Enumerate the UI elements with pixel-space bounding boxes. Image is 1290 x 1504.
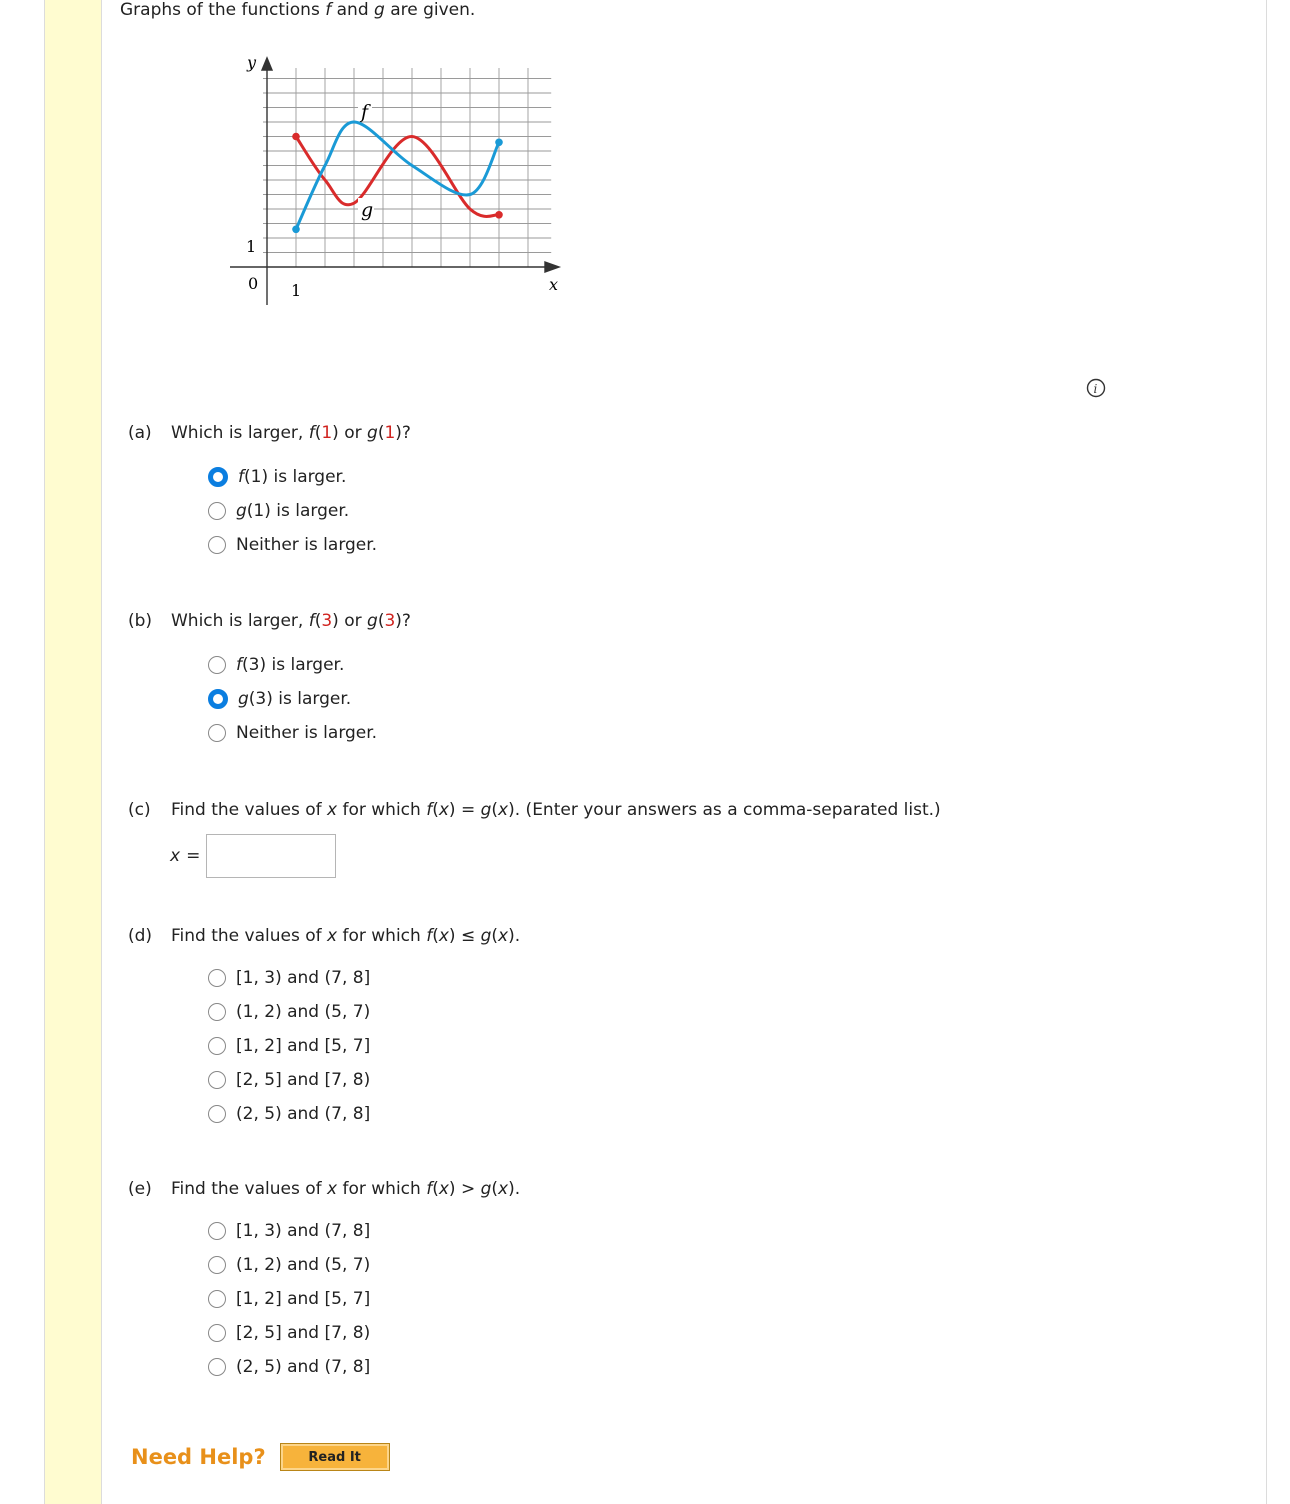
f-curve [296, 136, 499, 216]
y-axis-label: y [247, 53, 257, 72]
option-a-3[interactable]: Neither is larger. [208, 528, 1228, 562]
part-b [128, 610, 1228, 750]
x-tick-1: 1 [291, 281, 302, 300]
radio[interactable] [208, 1256, 226, 1274]
need-help-label: Need Help? [131, 1445, 266, 1469]
y-axis-arrow [262, 58, 272, 70]
part-e [128, 1178, 1228, 1384]
answer-row [170, 834, 336, 878]
radio[interactable] [208, 1071, 226, 1089]
part-a-question: (a) Which is larger, f(1) or g(1)? [128, 423, 411, 443]
origin-label: 0 [248, 274, 259, 293]
graph-grid [263, 68, 551, 267]
left-margin-bar [44, 0, 102, 1504]
radio[interactable] [208, 1037, 226, 1055]
option-d-4[interactable]: [2, 5] and [7, 8) [208, 1063, 1228, 1097]
radio[interactable] [208, 1358, 226, 1376]
part-c-question: (c) Find the values of x for which f(x) = g(x). (Enter your answers as a comma-separated list.) [128, 800, 941, 820]
radio-selected[interactable] [208, 689, 228, 709]
option-d-2[interactable]: (1, 2) and (5, 7) [208, 995, 1228, 1029]
radio[interactable] [208, 969, 226, 987]
y-tick-1: 1 [246, 237, 257, 256]
svg-text:i: i [1093, 382, 1098, 396]
option-a-2[interactable]: g (1) is larger. [208, 494, 1228, 528]
axes [230, 58, 559, 305]
x-axis-label: x [549, 275, 559, 294]
radio[interactable] [208, 1003, 226, 1021]
option-e-2[interactable]: (1, 2) and (5, 7) [208, 1248, 1228, 1282]
g-curve [296, 122, 499, 229]
option-e-1[interactable]: [1, 3) and (7, 8] [208, 1214, 1228, 1248]
option-a-1[interactable]: f (1) is larger. [208, 460, 1228, 494]
option-d-1[interactable]: [1, 3) and (7, 8] [208, 961, 1228, 995]
option-e-5[interactable]: (2, 5) and (7, 8] [208, 1350, 1228, 1384]
answer-input[interactable] [206, 834, 336, 878]
f-curve-label: f [361, 101, 369, 123]
radio[interactable] [208, 656, 226, 674]
right-border [1266, 0, 1267, 1504]
part-e-question: (e) Find the values of x for which f(x) > g(x). [128, 1179, 521, 1199]
option-b-3[interactable]: Neither is larger. [208, 716, 1228, 750]
g-curve-label: g [361, 199, 374, 221]
answer-x-label: x [170, 846, 181, 866]
radio-selected[interactable] [208, 467, 228, 487]
function-graph [225, 50, 570, 315]
option-e-3[interactable]: [1, 2] and [5, 7] [208, 1282, 1228, 1316]
radio[interactable] [208, 502, 226, 520]
option-d-5[interactable]: (2, 5) and (7, 8] [208, 1097, 1228, 1131]
option-d-3[interactable]: [1, 2] and [5, 7] [208, 1029, 1228, 1063]
need-help-section [131, 1443, 390, 1471]
part-a [128, 422, 1228, 562]
part-c [128, 799, 1228, 821]
part-d-question: (d) Find the values of x for which f(x) ≤ g(x). [128, 926, 521, 946]
g-endpoint-end [495, 139, 503, 147]
answer-equals: = [186, 846, 201, 866]
f-endpoint-end [495, 211, 503, 219]
g-endpoint-start [292, 226, 300, 234]
read-it-button[interactable]: Read It [280, 1443, 390, 1471]
radio[interactable] [208, 1105, 226, 1123]
option-b-1[interactable]: f (3) is larger. [208, 648, 1228, 682]
option-e-4[interactable]: [2, 5] and [7, 8) [208, 1316, 1228, 1350]
info-icon[interactable] [1086, 378, 1106, 398]
radio[interactable] [208, 536, 226, 554]
x-axis-arrow [545, 262, 559, 272]
part-b-question: (b) Which is larger, f(3) or g(3)? [128, 611, 411, 631]
part-d [128, 925, 1228, 1131]
option-b-2[interactable]: g (3) is larger. [208, 682, 1228, 716]
radio[interactable] [208, 724, 226, 742]
radio[interactable] [208, 1324, 226, 1342]
intro-text: Graphs of the functions f and g are given. [120, 0, 476, 20]
radio[interactable] [208, 1222, 226, 1240]
radio[interactable] [208, 1290, 226, 1308]
f-endpoint-start [292, 133, 300, 141]
